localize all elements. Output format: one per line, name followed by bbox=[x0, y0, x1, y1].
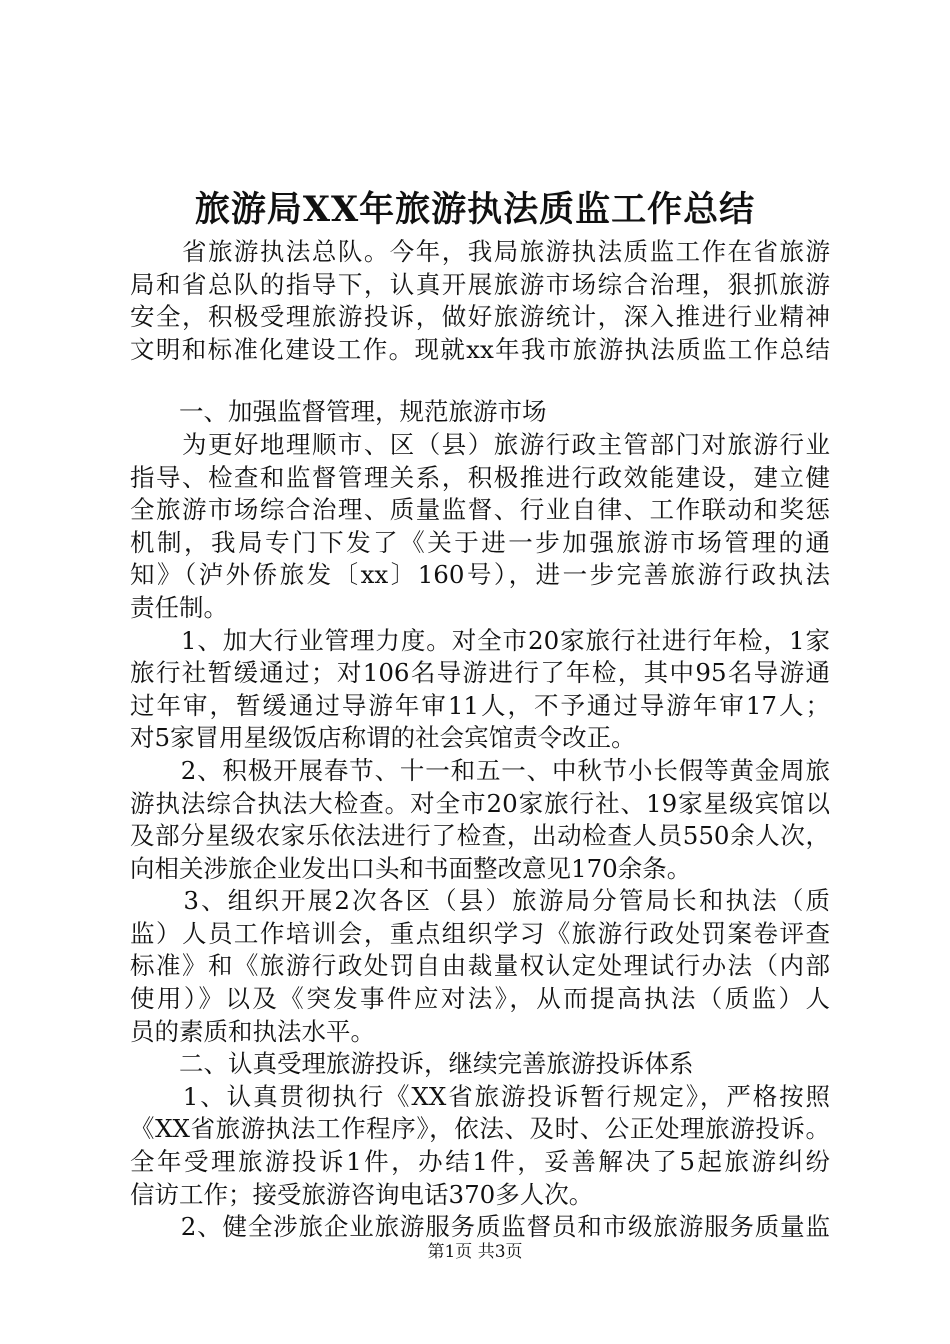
text-line: 为更好地理顺市、区（县）旅游行政主管部门对旅游行业 bbox=[130, 429, 830, 459]
text-line: 责任制。 bbox=[130, 592, 228, 622]
text-line: 二、认真受理旅游投诉，继续完善旅游投诉体系 bbox=[130, 1049, 694, 1079]
body-paragraph bbox=[130, 1211, 830, 1244]
text-line: 文明和标准化建设工作。现就xx年我市旅游执法质监工作总结 bbox=[130, 334, 830, 364]
text-line: 游执法综合执法大检查。对全市20家旅行社、19家星级宾馆以 bbox=[130, 788, 830, 818]
text-line: 全旅游市场综合治理、质量监督、行业自律、工作联动和奖惩 bbox=[130, 495, 830, 525]
text-line: 监）人员工作培训会，重点组织学习《旅游行政处罚案卷评查 bbox=[130, 918, 830, 948]
intro-paragraph bbox=[130, 236, 830, 366]
paragraph-gap bbox=[130, 366, 830, 396]
text-line: 省旅游执法总队。今年，我局旅游执法质监工作在省旅游 bbox=[130, 237, 830, 266]
text-line: 2、积极开展春节、十一和五一、中秋节小长假等黄金周旅 bbox=[130, 755, 830, 785]
body-paragraph bbox=[130, 625, 830, 755]
text-line: 对5家冒用星级饭店称谓的社会宾馆责令改正。 bbox=[130, 723, 636, 753]
text-line: 1、加大行业管理力度。对全市20家旅行社进行年检，1家 bbox=[130, 625, 830, 655]
text-line: 安全，积极受理旅游投诉，做好旅游统计，深入推进行业精神 bbox=[130, 302, 830, 332]
text-line: 3、组织开展2次各区（县）旅游局分管局长和执法（质 bbox=[130, 886, 830, 916]
text-line: 一、加强监督管理，规范旅游市场 bbox=[130, 397, 547, 427]
page-footer: 第1页 共3页 bbox=[427, 1242, 523, 1262]
section-heading bbox=[130, 1048, 830, 1081]
text-line: 1、认真贯彻执行《XX省旅游投诉暂行规定》，严格按照 bbox=[130, 1081, 830, 1111]
text-line: 标准》和《旅游行政处罚自由裁量权认定处理试行办法（内部 bbox=[130, 951, 830, 981]
text-line: 全年受理旅游投诉1件，办结1件，妥善解决了5起旅游纠纷 bbox=[130, 1147, 830, 1177]
body-paragraph bbox=[130, 1081, 830, 1211]
text-line: 2、健全涉旅企业旅游服务质监督员和市级旅游服务质量监 bbox=[130, 1212, 830, 1242]
text-line: 《XX省旅游执法工作程序》，依法、及时、公正处理旅游投诉。 bbox=[130, 1114, 830, 1144]
body-paragraph bbox=[130, 755, 830, 885]
text-line: 知》（泸外侨旅发〔xx〕160号），进一步完善旅游行政执法 bbox=[130, 560, 830, 590]
document-title: 旅游局XX年旅游执法质监工作总结 bbox=[194, 189, 756, 230]
text-line: 员的素质和执法水平。 bbox=[130, 1016, 375, 1046]
text-line: 信访工作；接受旅游咨询电话370多人次。 bbox=[130, 1179, 594, 1209]
body-paragraph bbox=[130, 885, 830, 1048]
text-line: 旅行社暂缓通过；对106名导游进行了年检，其中95名导游通 bbox=[130, 658, 830, 688]
text-line: 及部分星级农家乐依法进行了检查，出动检查人员550余人次， bbox=[130, 821, 830, 851]
text-line: 过年审，暂缓通过导游年审11人，不予通过导游年审17人； bbox=[130, 690, 830, 720]
text-line: 机制，我局专门下发了《关于进一步加强旅游市场管理的通 bbox=[130, 527, 830, 557]
text-line: 局和省总队的指导下，认真开展旅游市场综合治理，狠抓旅游 bbox=[130, 269, 830, 299]
document-body bbox=[130, 236, 830, 1244]
body-paragraph bbox=[130, 429, 830, 625]
text-line: 使用）》以及《突发事件应对法》，从而提高执法（质监）人 bbox=[130, 984, 830, 1014]
section-heading bbox=[130, 396, 830, 429]
text-line: 指导、检查和监督管理关系，积极推进行政效能建设，建立健 bbox=[130, 462, 830, 492]
text-line: 向相关涉旅企业发出口头和书面整改意见170余条。 bbox=[130, 853, 692, 883]
